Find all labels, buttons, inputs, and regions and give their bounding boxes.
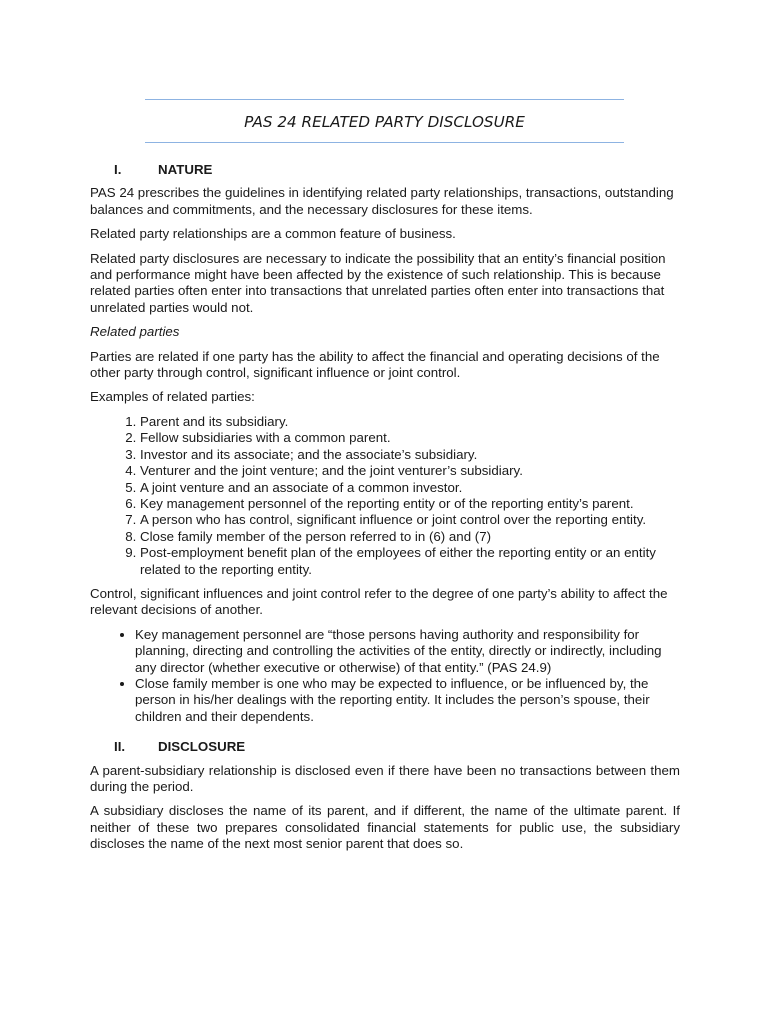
subheading-related-parties: Related parties	[90, 324, 180, 340]
section-number: I.	[114, 162, 122, 177]
examples-list	[90, 414, 680, 578]
paragraph: Parties are related if one party has the ability to affect the financial and operating decisions of the other party through control, significant influence or joint control.	[90, 348, 660, 381]
list-item: 6. Key management personnel of the reporting entity or of the reporting entity’s parent.	[140, 496, 680, 512]
list-item: 5. A joint venture and an associate of a common investor.	[140, 480, 680, 496]
paragraph: Control, significant influences and joint control refer to the degree of one party’s ability to affect the relevant decisions of another.	[90, 585, 668, 618]
list-item: 3. Investor and its associate; and the associate’s subsidiary.	[140, 447, 680, 463]
paragraph: A parent-subsidiary relationship is disclosed even if there have been no transactions between them during the period.	[90, 762, 680, 794]
section-heading-nature	[90, 162, 680, 178]
paragraph: PAS 24 prescribes the guidelines in identifying related party relationships, transactions, outstanding balances and commitments, and the necessary disclosures for these items.	[90, 185, 674, 217]
list-item: 9. Post-employment benefit plan of the employees of either the reporting entity or an entity related to the reporting entity.	[140, 545, 680, 578]
title-bottom-rule	[145, 142, 624, 143]
section-title: DISCLOSURE	[158, 739, 246, 755]
list-item: • Key management personnel are “those persons having authority and responsibility for planning, directing and controlling the activities of the entity, directly or indirectly, including any director (whether executive or otherwise) of that entity.” (PAS 24.9)	[135, 627, 680, 676]
section-title: NATURE	[158, 162, 213, 177]
title-top-rule	[145, 99, 624, 100]
list-item: • Close family member is one who may be expected to influence, or be influenced by, the person in his/her dealings with the reporting entity. It includes the person’s spouse, their children and their dependents.	[135, 676, 680, 725]
list-item: 1. Parent and its subsidiary.	[140, 414, 680, 430]
list-item: 8. Close family member of the person referred to in (6) and (7)	[140, 529, 680, 545]
paragraph: Related party relationships are a common feature of business.	[90, 226, 456, 242]
section-heading-disclosure	[90, 739, 680, 755]
list-item: 7. A person who has control, significant influence or joint control over the reporting entity.	[140, 512, 680, 528]
definitions-list	[90, 627, 680, 725]
paragraph: Related party disclosures are necessary to indicate the possibility that an entity’s financial position and performance might have been affected by the existence of such relationship. This is because related parties often enter into transactions that unrelated parties often enter into transactions that unrelated parties would not.	[90, 250, 666, 315]
paragraph: A subsidiary discloses the name of its parent, and if different, the name of the ultimate parent. If neither of these two prepares consolidated financial statements for public use, the subsidiary discloses the name of the next most senior parent that does so.	[90, 803, 680, 852]
list-item: 2. Fellow subsidiaries with a common parent.	[140, 430, 680, 446]
document-title: PAS 24 RELATED PARTY DISCLOSURE	[244, 113, 525, 131]
paragraph: Examples of related parties:	[90, 389, 255, 405]
section-number: II.	[114, 739, 126, 755]
list-item: 4. Venturer and the joint venture; and the joint venturer’s subsidiary.	[140, 463, 680, 479]
document-body	[90, 162, 680, 861]
